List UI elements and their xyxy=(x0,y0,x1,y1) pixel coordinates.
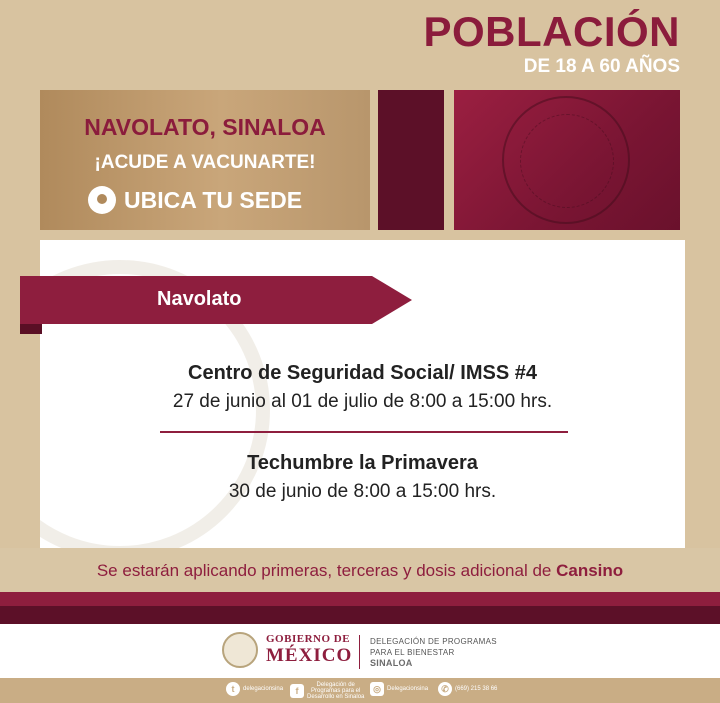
municipality-label: Navolato xyxy=(157,288,242,310)
footer-separator xyxy=(359,635,360,669)
footer xyxy=(0,624,720,678)
national-seal-icon xyxy=(502,96,630,224)
delegation-text: DELEGACIÓN DE PROGRAMAS PARA EL BIENESTAR SINALOA xyxy=(370,637,497,668)
decorative-seal-panel xyxy=(454,90,680,230)
gob-line2: MÉXICO xyxy=(266,645,353,666)
maroon-band xyxy=(0,592,720,606)
location-pin-icon xyxy=(88,186,116,214)
site-name: Centro de Seguridad Social/ IMSS #4 xyxy=(188,362,537,384)
decorative-strip xyxy=(378,90,444,230)
twitter-link[interactable]: t delegacionsina xyxy=(226,682,283,696)
whatsapp-link[interactable]: ✆ (669) 215 38 66 xyxy=(438,682,497,696)
site-schedule: 30 de junio de 8:00 a 15:00 hrs. xyxy=(228,481,497,502)
gobierno-logo xyxy=(222,632,352,668)
vaccination-site xyxy=(40,362,685,413)
location-banner xyxy=(40,90,370,230)
locate-site xyxy=(88,186,302,214)
vaccine-name: Cansino xyxy=(556,561,624,580)
instagram-icon: ◎ xyxy=(370,682,384,696)
site-name: Techumbre la Primavera xyxy=(247,452,478,474)
vaccine-note: Se estarán aplicando primeras, terceras y dosis adicional de Cansino xyxy=(96,561,624,580)
facebook-icon: f xyxy=(290,684,304,698)
municipality-ribbon xyxy=(20,276,410,324)
site-divider xyxy=(160,431,568,433)
poster-subtitle: DE 18 A 60 AÑOS xyxy=(523,56,680,77)
twitter-icon: t xyxy=(226,682,240,696)
facebook-link[interactable]: f Delegación de Programas para el Desarrollo en Sinaloa xyxy=(290,682,364,700)
whatsapp-icon: ✆ xyxy=(438,682,452,696)
poster-title: POBLACIÓN xyxy=(423,8,680,55)
place-heading: NAVOLATO, SINALOA xyxy=(84,114,326,140)
call-to-action: ¡ACUDE A VACUNARTE! xyxy=(94,152,316,173)
dark-band xyxy=(0,606,720,624)
gob-line1: GOBIERNO DE xyxy=(266,633,351,645)
vaccination-site xyxy=(40,452,685,503)
locate-label: UBICA TU SEDE xyxy=(124,186,303,213)
site-schedule: 27 de junio al 01 de julio de 8:00 a 15:00 hrs. xyxy=(172,391,553,412)
instagram-link[interactable]: ◎ Delegacionsina xyxy=(370,682,428,696)
emblem-icon xyxy=(222,632,258,668)
